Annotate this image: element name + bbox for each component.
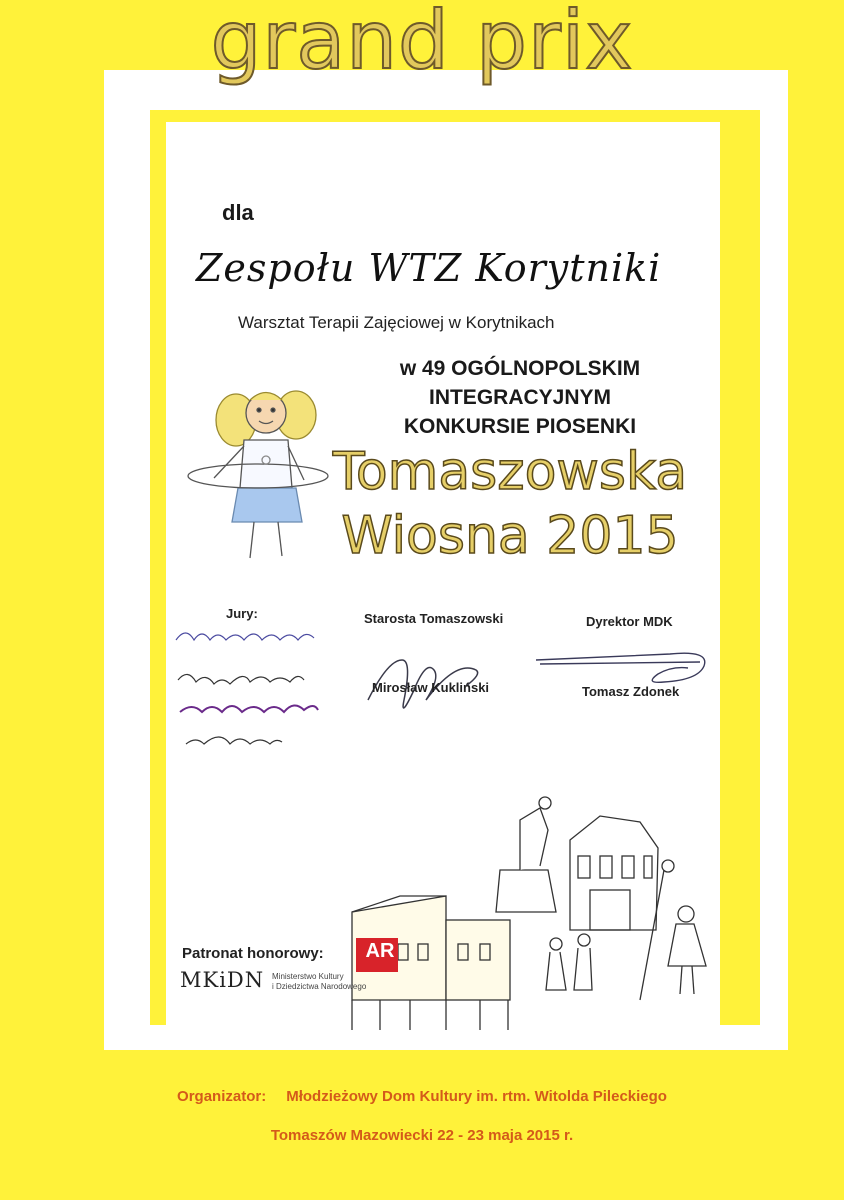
organizer-name: Młodzieżowy Dom Kultury im. rtm. Witolda Pileckiego bbox=[286, 1088, 667, 1105]
starosta-name: Mirosław Kukliński bbox=[372, 680, 490, 695]
dyrektor-signature bbox=[536, 653, 705, 682]
for-label: dla bbox=[222, 200, 254, 225]
patronage-label: Patronat honorowy: bbox=[182, 945, 324, 962]
contest-line: INTEGRACYJNYM bbox=[428, 386, 612, 409]
organizer bbox=[0, 1088, 844, 1105]
grand-prix-title: grand prix bbox=[210, 0, 634, 87]
jury-signatures bbox=[176, 633, 318, 744]
town-drawing bbox=[352, 797, 706, 1030]
organizer-label: Organizator: bbox=[177, 1088, 267, 1105]
ar-emblem-text: AR bbox=[365, 940, 395, 962]
ministry-line: Ministerstwo Kultury bbox=[272, 972, 344, 981]
contest-line: KONKURSIE PIOSENKI bbox=[403, 415, 637, 438]
dyrektor-title: Dyrektor MDK bbox=[586, 614, 673, 629]
recipient-name: Zespołu WTZ Korytniki bbox=[196, 246, 662, 290]
ministry-name bbox=[272, 972, 372, 992]
mkidn-logo: MKiDN bbox=[180, 968, 265, 992]
contest-line: w 49 OGÓLNOPOLSKIM bbox=[399, 357, 641, 380]
jury-label: Jury: bbox=[226, 606, 258, 621]
place-date: Tomaszów Mazowiecki 22 - 23 maja 2015 r. bbox=[270, 1127, 574, 1144]
recipient-organization: Warsztat Terapii Zajęciowej w Korytnikach bbox=[238, 313, 555, 332]
girl-drawing bbox=[188, 391, 328, 558]
festival-line: Wiosna 2015 bbox=[341, 506, 679, 566]
starosta-title: Starosta Tomaszowski bbox=[364, 611, 504, 626]
festival-line: Tomaszowska bbox=[332, 442, 688, 502]
ministry-line: i Dziedzictwa Narodowego bbox=[272, 982, 367, 991]
dyrektor-name: Tomasz Zdonek bbox=[582, 684, 680, 699]
